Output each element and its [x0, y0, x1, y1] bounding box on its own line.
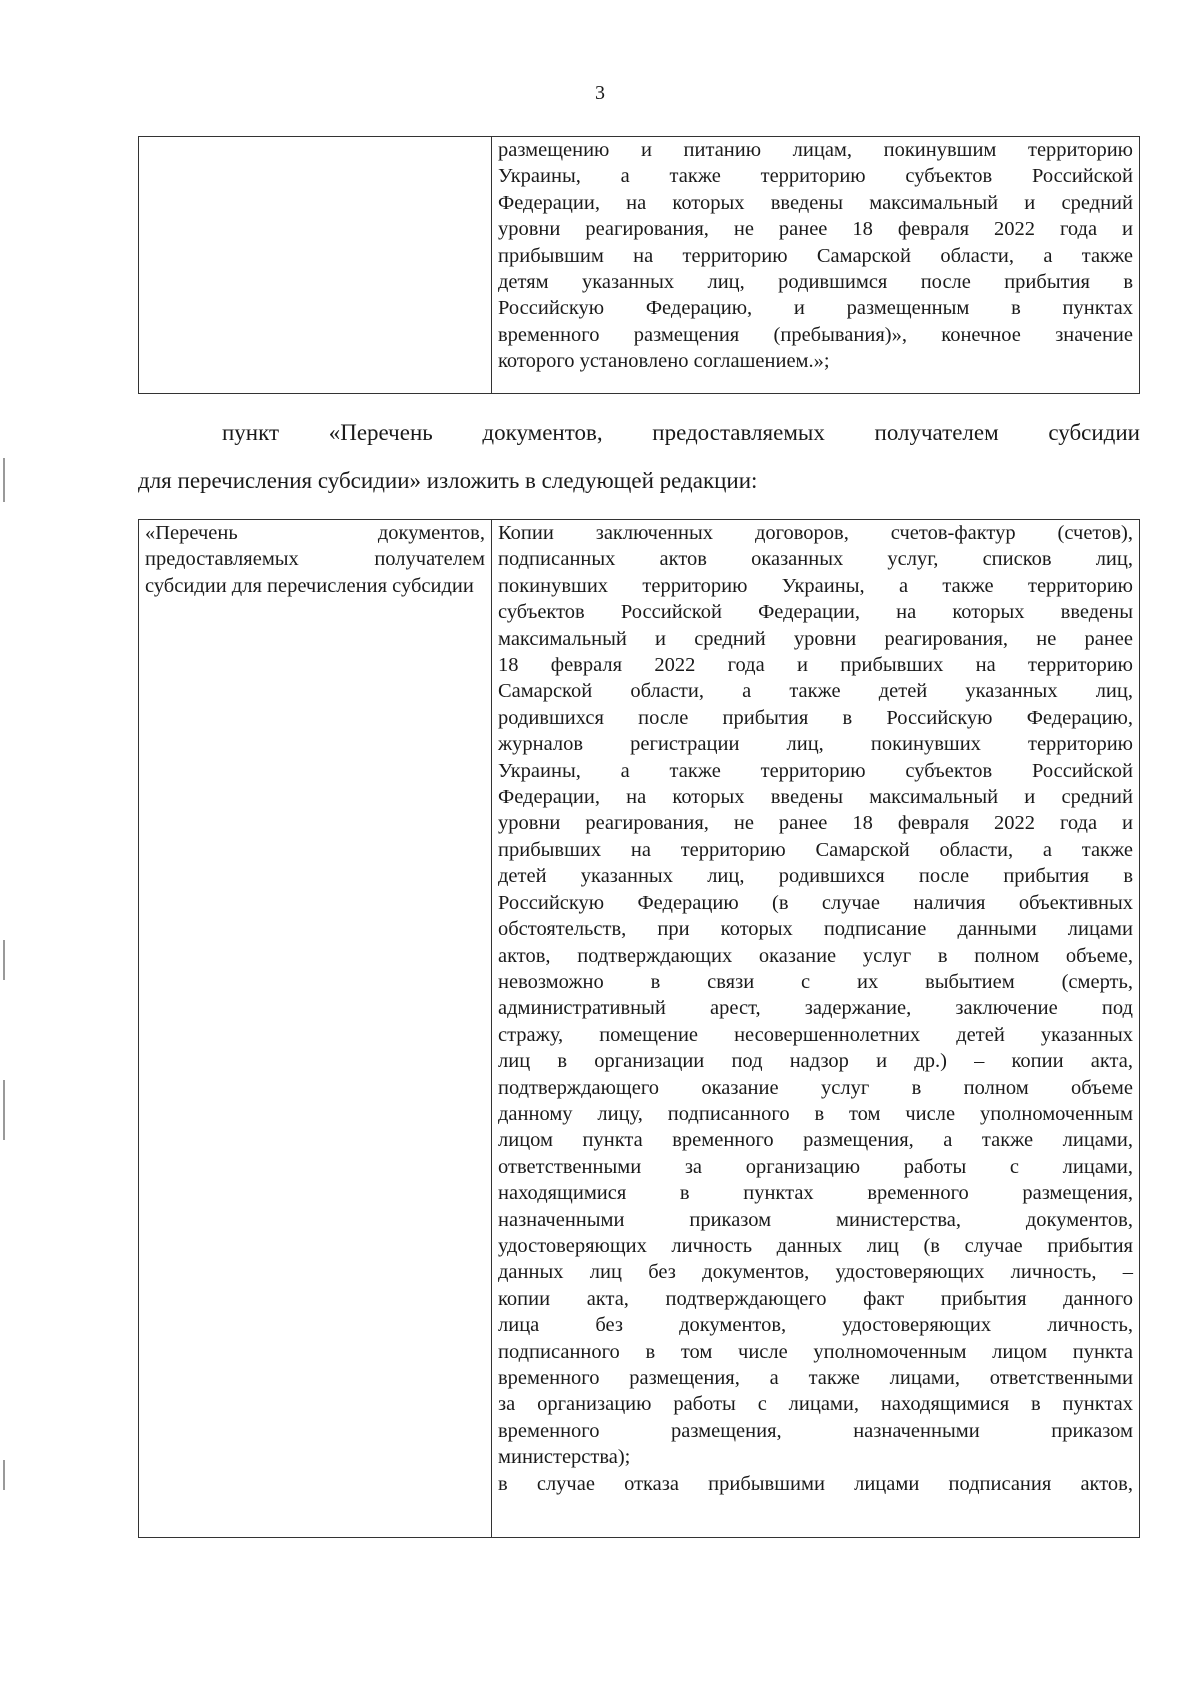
- text-line: уровни реагирования, не ранее 18 февраля 2022 года и: [498, 812, 1133, 835]
- text-line: стражу, помещение несовершеннолетних детей указанных: [498, 1023, 1133, 1046]
- scan-margin-mark: [3, 458, 5, 502]
- text-line: субъектов Российской Федерации, на которых введены: [498, 601, 1133, 624]
- scan-margin-mark: [3, 940, 5, 980]
- text-line: актов, подтверждающих оказание услуг в полном объеме,: [498, 944, 1133, 967]
- text-line: данных лиц без документов, удостоверяющих личность, –: [498, 1261, 1133, 1284]
- text-line: максимальный и средний уровни реагирования, не ранее: [498, 627, 1133, 650]
- text-line: прибывших на территорию Самарской области, а также: [498, 838, 1133, 861]
- text-line: удостоверяющих личность данных лиц (в случае прибытия: [498, 1234, 1133, 1257]
- text-line: покинувших территорию Украины, а также территорию: [498, 574, 1133, 597]
- text-line: детям указанных лиц, родившимся после прибытия в: [498, 271, 1133, 294]
- text-line: Федерации, на которых введены максимальный и средний: [498, 191, 1133, 214]
- text-line: прибывшим на территорию Самарской области, а также: [498, 244, 1133, 267]
- text-line: невозможно в связи с их выбытием (смерть,: [498, 970, 1133, 993]
- text-line: Российскую Федерацию, и размещенным в пунктах: [498, 297, 1133, 320]
- text-line: родившихся после прибытия в Российскую Федерацию,: [498, 706, 1133, 729]
- text-line: Самарской области, а также детей указанных лиц,: [498, 680, 1133, 703]
- scan-margin-mark: [3, 1460, 5, 1490]
- scan-margin-mark: [3, 1080, 5, 1140]
- text-line: временного размещения (пребывания)», конечное значение: [498, 323, 1133, 346]
- table-cell-left: «Перечень документов, предоставляемых получателем субсидии для перечисления субсидии: [139, 520, 492, 1538]
- text-line: в случае отказа прибывшими лицами подписания актов,: [498, 1472, 1133, 1495]
- text-line: назначенными приказом министерства, документов,: [498, 1208, 1133, 1231]
- text-line: Украины, а также территорию субъектов Российской: [498, 759, 1133, 782]
- table-row: [139, 520, 1140, 1538]
- text-line: подписанных актов оказанных услуг, списков лиц,: [498, 548, 1133, 571]
- text-line: ответственными за организацию работы с лицами,: [498, 1155, 1133, 1178]
- table-cell-right: [492, 520, 1140, 1538]
- text-line: Копии заключенных договоров, счетов-фактур (счетов),: [498, 522, 1133, 544]
- text-line: данному лицу, подписанного в том числе уполномоченным: [498, 1102, 1133, 1125]
- table-cell-left: [139, 137, 492, 394]
- text-line: находящимися в пунктах временного размещения,: [498, 1182, 1133, 1205]
- text-line: временного размещения, а также лицами, ответственными: [498, 1367, 1133, 1389]
- text-line: журналов регистрации лиц, покинувших территорию: [498, 733, 1133, 756]
- text-line: уровни реагирования, не ранее 18 февраля 2022 года и: [498, 218, 1133, 241]
- text-line: Федерации, на которых введены максимальный и средний: [498, 786, 1133, 809]
- text-line: детей указанных лиц, родившихся после прибытия в: [498, 865, 1133, 888]
- text-line: лицом пункта временного размещения, а также лицами,: [498, 1129, 1133, 1152]
- text-line: подтверждающего оказание услуг в полном объеме: [498, 1076, 1133, 1099]
- text-line: 18 февраля 2022 года и прибывших на территорию: [498, 654, 1133, 677]
- page-number: 3: [595, 82, 605, 104]
- text-line: министерства);: [498, 1446, 631, 1469]
- text-line: за организацию работы с лицами, находящимися в пунктах: [498, 1393, 1133, 1416]
- text-line: Российскую Федерацию (в случае наличия объективных: [498, 891, 1133, 914]
- paragraph-line-2: для перечисления субсидии» изложить в следующей редакции:: [138, 468, 758, 493]
- text-line: подписанного в том числе уполномоченным лицом пункта: [498, 1340, 1133, 1363]
- paragraph-line-1: пункт «Перечень документов, предоставляемых получателем субсидии: [222, 420, 1140, 445]
- table-cell-right: [492, 137, 1140, 394]
- text-line: Украины, а также территорию субъектов Российской: [498, 165, 1133, 188]
- text-line: административный арест, задержание, заключение под: [498, 997, 1133, 1020]
- text-line: копии акта, подтверждающего факт прибытия данного: [498, 1287, 1133, 1310]
- text-line: лица без документов, удостоверяющих личность,: [498, 1314, 1133, 1337]
- table-documents-list: [138, 519, 1140, 1538]
- text-line: временного размещения, назначенными приказом: [498, 1419, 1133, 1442]
- text-line: которого установлено соглашением.»;: [498, 350, 830, 373]
- text-line: лиц в организации под надзор и др.) – копии акта,: [498, 1050, 1133, 1073]
- table-continuation: [138, 136, 1140, 394]
- table-row: [139, 137, 1140, 394]
- text-line: размещению и питанию лицам, покинувшим территорию: [498, 139, 1133, 161]
- text-line: обстоятельств, при которых подписание данными лицами: [498, 918, 1133, 941]
